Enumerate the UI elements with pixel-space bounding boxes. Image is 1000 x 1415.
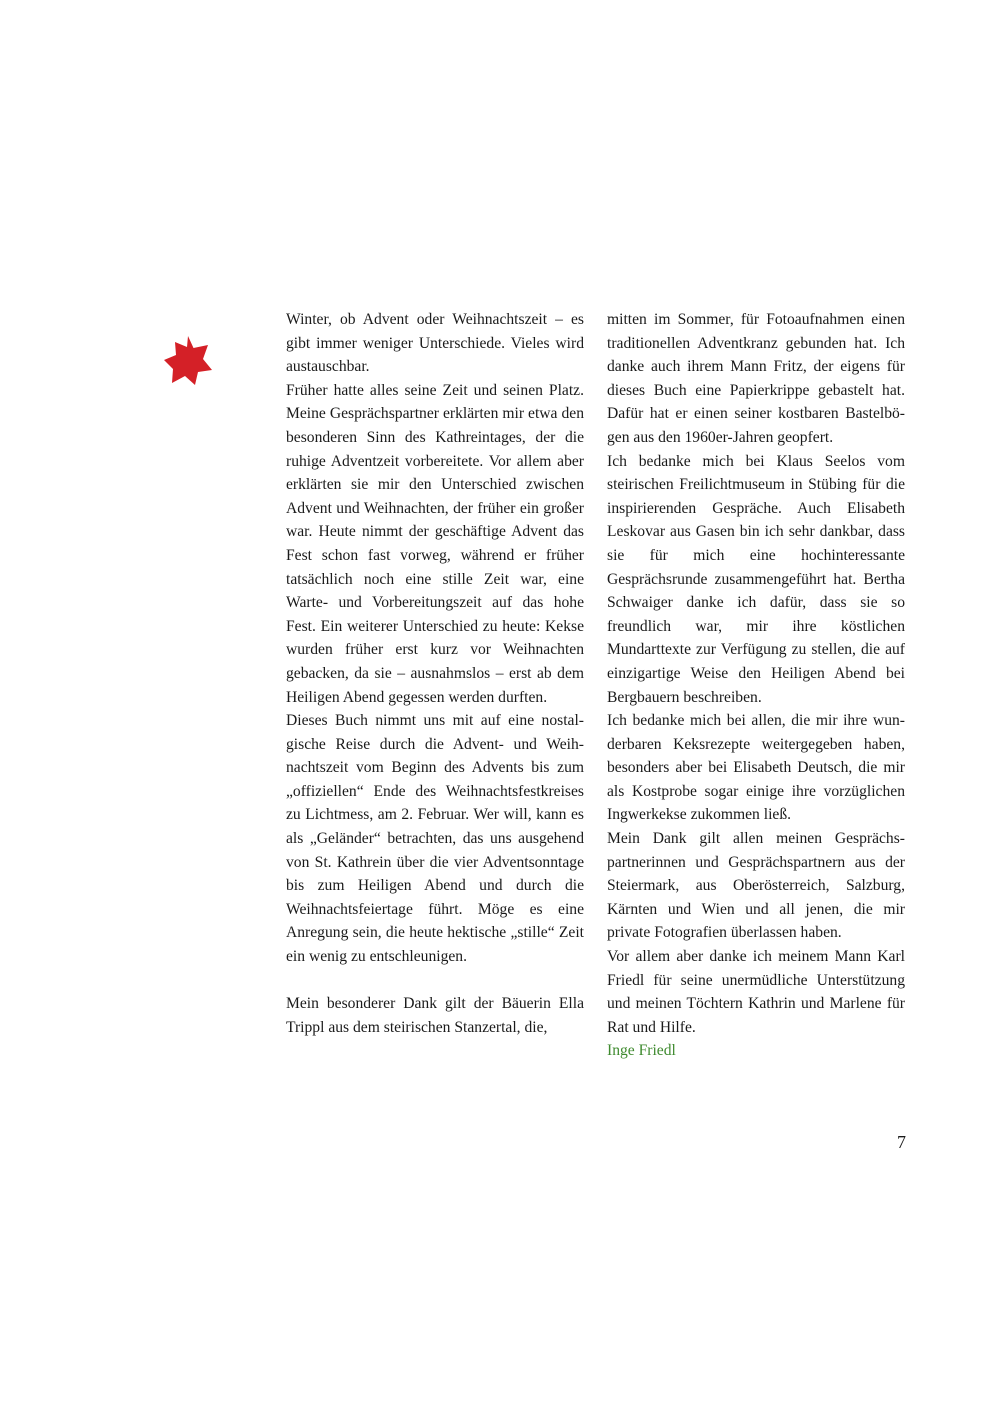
star-shape bbox=[164, 336, 212, 385]
paragraph: Früher hatte alles seine Zeit und seinen Platz. Meine Gesprächspartner erklärten mir etwa den besonderen Sinn des Kathreintages, der die ruhige Adventzeit vorbereitete. Vor allem aber erklärten sie mir den Unterschied zwischen Advent und Weihnachten, der früher ein großer war. Heute nimmt der geschäftige Advent das Fest schon fast vorweg, während er früher tatsächlich noch eine stille Zeit war, eine Warte- und Vorbereitungszeit auf das hohe Fest. Ein weiterer Unterschied zu heute: Kekse wurden früher erst kurz vor Weihnachten gebacken, da sie – ausnahmslos – erst ab dem Heiligen Abend gegessen werden durften. bbox=[286, 381, 584, 706]
page-number: 7 bbox=[897, 1132, 906, 1152]
paragraph: Dieses Buch nimmt uns mit auf eine nostalgische Reise durch die Advent- und Weihnachtszeit vom Beginn des Advents bis zum „offiziellen“ Ende des Weihnachtsfestkreises zu Lichtmess, am 2. Februar. Wer will, kann es als „Geländer“ betrachten, das uns ausgehend von St. Kathrein über die vier Adventsonntage bis zum Heiligen Abend und durch die Weihnachtsfeiertage führt. Möge es eine Anregung sein, die heute hektische „stille“ Zeit ein wenig zu entschleunigen. bbox=[286, 712, 584, 966]
red-star-icon bbox=[162, 334, 214, 386]
paragraph: Mein besonderer Dank gilt der Bäuerin Ella Trippl aus dem steirischen Stanzertal, die, bbox=[286, 995, 584, 1036]
paragraph: mitten im Sommer, für Fotoaufnahmen einen traditionellen Adventkranz gebunden hat. Ich danke auch ihrem Mann Fritz, der eigens für dieses Buch eine Papierkrippe gebastelt hat. Dafür hat er einen seiner kostbaren Bastelbögen aus den 1960er-Jahren geopfert. bbox=[607, 311, 905, 446]
text-column-left bbox=[286, 308, 584, 1039]
paragraph: Vor allem aber danke ich meinem Mann Karl Friedl für seine unermüdliche Unterstützung und meinen Töchtern Kathrin und Marlene für Rat und Hilfe. bbox=[607, 948, 905, 1036]
paragraph-spacer bbox=[286, 969, 584, 993]
paragraph: Ich bedanke mich bei Klaus Seelos vom steirischen Freilichtmuseum in Stübing für die inspirierenden Gespräche. Auch Elisabeth Leskovar aus Gasen bin ich sehr dankbar, dass sie für mich eine hochinteressante Gesprächsrunde zusammengeführt hat. Bertha Schwaiger danke ich dafür, dass sie so freundlich war, mir ihre köstlichen Mundarttexte zur Verfügung zu stellen, die auf einzigartige Weise den Heiligen Abend bei Bergbauern beschreiben. bbox=[607, 452, 905, 706]
paragraph: Ich bedanke mich bei allen, die mir ihre wunderbaren Keksrezepte weitergegeben haben, besonders aber bei Elisabeth Deutsch, die mir als Kostprobe sogar einige ihre vorzüglichen Ingwerkekse zukommen ließ. bbox=[607, 712, 905, 824]
paragraph: Winter, ob Advent oder Weihnachtszeit – es gibt immer weniger Unterschiede. Vieles wird austauschbar. bbox=[286, 311, 584, 376]
author-signature: Inge Friedl bbox=[607, 1042, 676, 1060]
text-column-right bbox=[607, 308, 905, 1063]
paragraph: Mein Dank gilt allen meinen Gesprächspartnerinnen und Gesprächspartnern aus der Steiermark, aus Oberösterreich, Salzburg, Kärnten und Wien und all jenen, die mir private Fotografien überlassen haben. bbox=[607, 830, 905, 942]
